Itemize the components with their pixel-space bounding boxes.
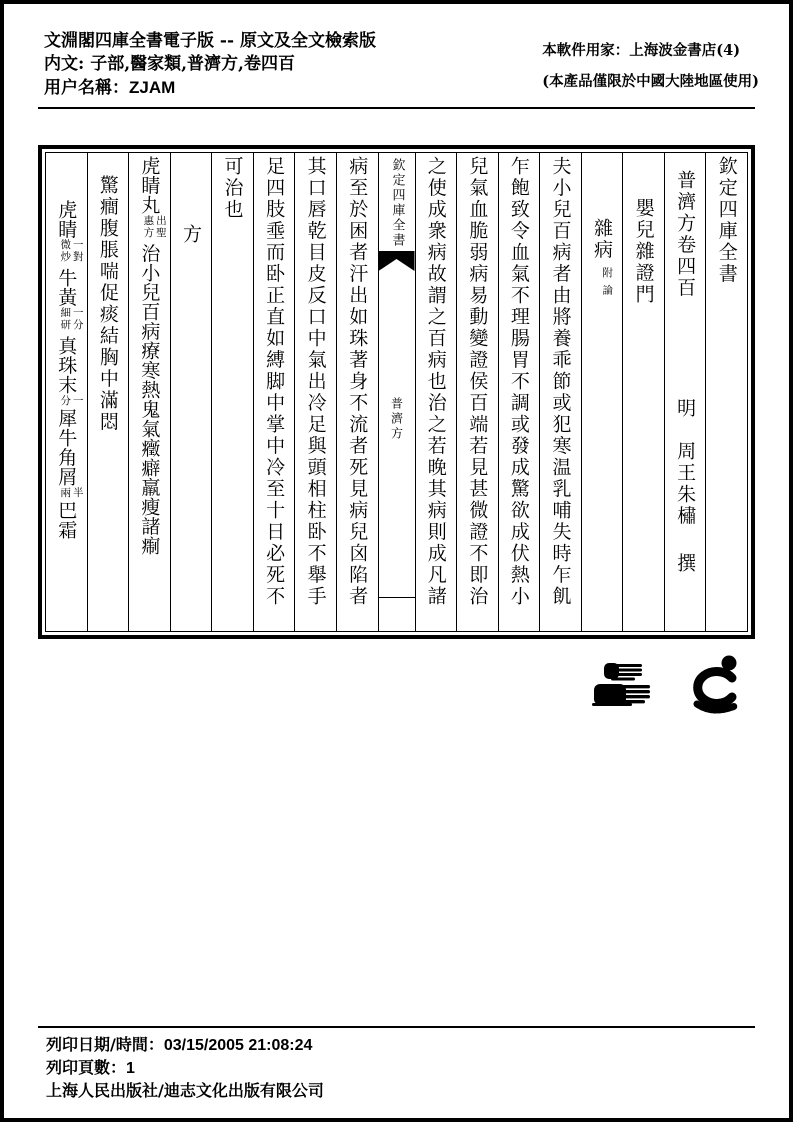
col-recipe-title-text: 虎睛丸出聖惠方治小兒百病療寒熱鬼氣癥癖羸瘦諸痸 [138, 156, 167, 556]
print-pages-value: 1 [126, 1060, 135, 1077]
col-body-text-3 [456, 153, 498, 631]
col-body-text-6-text: 其口唇乾目皮反口中氣出冷足與頭相柱卧不舉手 [304, 156, 327, 608]
footer-divider [38, 1026, 755, 1028]
col-section-title [622, 153, 664, 631]
col-volume-title-text: 普濟方卷四百明周王朱橚撰 [674, 170, 697, 575]
col-recipe-ingredients-text: 虎睛一對微炒牛黃一分細研真珠末一分犀牛角屑半兩巴霜 [55, 200, 84, 540]
inline-annotation: 一對微炒 [59, 239, 84, 264]
col-spine [378, 153, 415, 631]
print-datetime-label: 列印日期/時間： [46, 1035, 164, 1054]
user-name-value: ZJAM [129, 78, 176, 97]
inline-annotation: 一分細研 [59, 307, 84, 332]
print-pages-line [38, 1057, 755, 1080]
user-name-line [44, 76, 376, 100]
stacked-books-icon [589, 658, 655, 714]
col-banner [705, 153, 747, 631]
spine-banner-text: 欽定四庫全書 [389, 158, 405, 248]
col-body-text-8 [211, 153, 253, 631]
restriction-line: (本產品僅限於中國大陸地區使用) [542, 73, 759, 90]
header-divider [38, 107, 755, 109]
col-fang-heading-text: 方 [179, 223, 202, 246]
header-left-block [44, 30, 376, 100]
col-body-text-8-text: 可治也 [221, 156, 244, 221]
col-recipe-title [128, 153, 170, 631]
col-recipe-indications-text: 驚癎腹脹喘促痰結胸中滿悶 [96, 174, 119, 433]
inline-annotation: 出聖惠方 [142, 214, 167, 239]
col-body-text-6 [294, 153, 336, 631]
print-datetime-line [38, 1034, 755, 1057]
inline-annotation: 半兩 [59, 486, 84, 499]
publisher-logos [4, 653, 743, 719]
col-body-text-2-text: 乍飽致令血氣不理腸胃不調或發成驚欲成伏熱小 [507, 156, 530, 608]
book-page-scan [38, 145, 755, 639]
brush-circle-icon [685, 654, 743, 718]
col-body-text-4-text: 之使成衆病故謂之百病也治之若晚其病則成凡諸 [424, 156, 447, 608]
print-pages-label: 列印頁數： [46, 1058, 127, 1077]
user-name-label: 用户名稱： [44, 78, 129, 98]
content-path-label: 内文: [44, 54, 91, 74]
col-volume-title [664, 153, 706, 631]
col-body-text-4 [415, 153, 457, 631]
page-footer [38, 1026, 755, 1102]
col-section-title-text: 嬰兒雜證門 [632, 198, 655, 306]
col-fang-heading [170, 153, 212, 631]
print-datetime-value: 03/15/2005 21:08:24 [163, 1037, 313, 1054]
header-right-block [542, 30, 759, 100]
book-page-outer-border [38, 145, 755, 639]
publisher-line: 上海人民出版社/迪志文化出版有限公司 [46, 1081, 324, 1100]
content-path-value: 子部,醫家類,普濟方,卷四百 [90, 54, 295, 74]
inline-annotation: 一分 [59, 394, 84, 407]
col-body-text-5-text: 病至於困者汗出如珠著身不流者死見病兒囟陷者 [346, 156, 369, 608]
content-path-line [44, 53, 376, 76]
book-page-columns [45, 152, 748, 632]
page-header [4, 4, 789, 100]
col-body-text-3-text: 兒氣血脆弱病易動變證侯百端若見甚微證不即治 [466, 156, 489, 608]
spine-title-text: 普濟方 [389, 397, 404, 442]
col-banner-text: 欽定四庫全書 [715, 156, 738, 286]
col-recipe-ingredients [46, 153, 87, 631]
inline-annotation: 附論 [601, 266, 614, 302]
fishtail-mark-icon [379, 251, 415, 271]
col-body-text-7-text: 足四肢埀而卧正直如縛脚中掌中冷至十日必死不 [263, 156, 286, 608]
col-subsection-title [581, 153, 623, 631]
col-recipe-indications [87, 153, 129, 631]
col-body-text-7 [253, 153, 295, 631]
col-body-text-1 [539, 153, 581, 631]
col-subsection-title-text: 雜病附論 [591, 217, 614, 302]
spine-divider-line [379, 597, 415, 598]
col-body-text-2 [498, 153, 540, 631]
licensee-line: 本軟件用家：上海波金書店(4) [542, 42, 741, 59]
col-body-text-5 [336, 153, 378, 631]
col-body-text-1-text: 夫小兒百病者由將養乖節或犯寒温乳哺失時乍飢 [549, 156, 572, 608]
app-title: 文淵閣四庫全書電子版 -- 原文及全文檢索版 [44, 31, 376, 51]
